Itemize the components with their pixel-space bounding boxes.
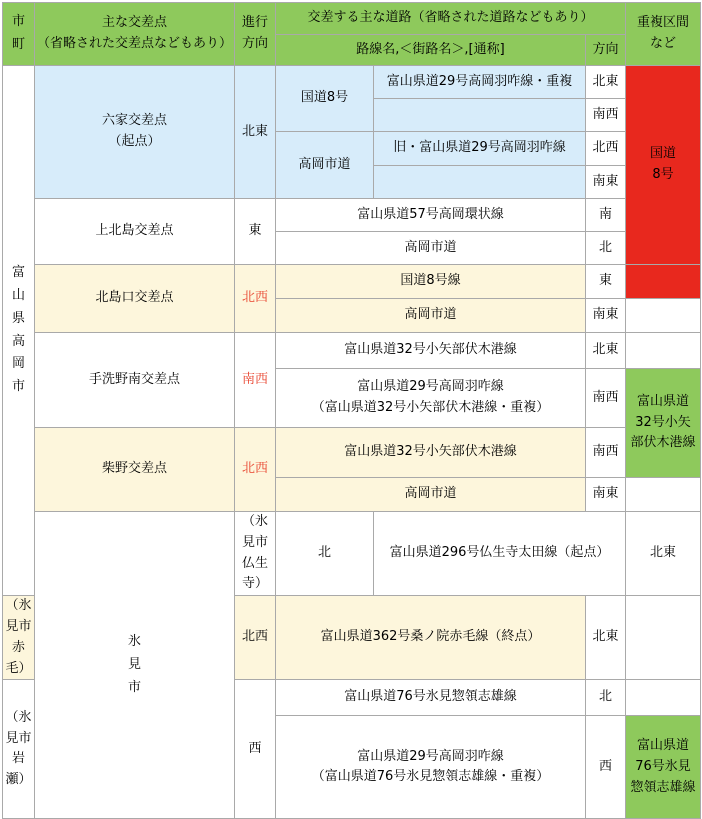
road-direction-cell: 北東: [626, 512, 701, 596]
header-overlap: 重複区間 など: [626, 3, 701, 66]
overlap-route32: 富山県道32号小矢部伏木港線: [626, 369, 701, 478]
overlap-empty: [626, 596, 701, 680]
overlap-empty: [626, 333, 701, 369]
overlap-empty: [626, 299, 701, 333]
direction-cell: 北: [276, 512, 374, 596]
road-name-cell: 旧・富山県道29号高岡羽咋線: [374, 132, 586, 166]
road-direction-cell: 南東: [586, 478, 626, 512]
overlap-empty: [626, 680, 701, 716]
overlap-empty: [626, 478, 701, 512]
header-road-direction: 方向: [586, 35, 626, 66]
direction-cell: 東: [235, 199, 276, 265]
road-direction-cell: 南西: [586, 369, 626, 428]
table-row: [3, 66, 701, 99]
table-row: [3, 512, 701, 596]
road-name-cell: 富山県道29号高岡羽咋線 （富山県道76号氷見惣領志雄線・重複）: [276, 716, 586, 819]
road-direction-cell: 南東: [586, 166, 626, 199]
intersection-rokke: 六家交差点 （起点）: [35, 66, 235, 199]
road-group-cell: 高岡市道: [276, 132, 374, 199]
table-row: [3, 333, 701, 369]
road-name-cell: 高岡市道: [276, 299, 586, 333]
road-direction-cell: 北東: [586, 66, 626, 99]
intersection-table: [2, 2, 701, 819]
road-name-cell: 富山県道29号高岡羽咋線 （富山県道32号小矢部伏木港線・重複）: [276, 369, 586, 428]
road-name-cell: 富山県道32号小矢部伏木港線: [276, 428, 586, 478]
road-name-cell: 国道8号線: [276, 265, 586, 299]
road-name-cell: 富山県道76号氷見惣領志雄線: [276, 680, 586, 716]
road-name-cell: [374, 166, 586, 199]
intersection-iwase: （氷見市岩瀬）: [3, 680, 35, 819]
road-direction-cell: 西: [586, 716, 626, 819]
overlap-route76: 富山県道76号氷見惣領志雄線: [626, 716, 701, 819]
road-name-cell: [374, 99, 586, 132]
road-direction-cell: 南: [586, 199, 626, 232]
direction-cell: 西: [235, 680, 276, 819]
road-group-cell: 国道8号: [276, 66, 374, 132]
direction-cell: 南西: [235, 333, 276, 428]
table-row: [3, 199, 701, 232]
road-direction-cell: 北: [586, 680, 626, 716]
intersection-tearainominami: 手洗野南交差点: [35, 333, 235, 428]
intersection-kitajimaguchi: 北島口交差点: [35, 265, 235, 333]
road-direction-cell: 北: [586, 232, 626, 265]
intersection-shibano: 柴野交差点: [35, 428, 235, 512]
road-name-cell: 富山県道57号高岡環状線: [276, 199, 586, 232]
road-direction-cell: 北西: [586, 132, 626, 166]
direction-cell: 北西: [235, 596, 276, 680]
header-road-name: 路線名,＜街路名＞,[通称]: [276, 35, 586, 66]
road-name-cell: 富山県道362号桑ノ院赤毛線（終点）: [276, 596, 586, 680]
intersection-busshoji: （氷見市仏生寺）: [235, 512, 276, 596]
header-intersection: 主な交差点 （省略された交差点などもあり）: [35, 3, 235, 66]
intersection-akage: （氷見市赤毛）: [3, 596, 35, 680]
city-himi: 氷見市: [35, 512, 235, 819]
road-name-cell: 富山県道296号仏生寺太田線（起点）: [374, 512, 626, 596]
road-name-cell: 富山県道29号高岡羽咋線・重複: [374, 66, 586, 99]
header-crossing-roads: 交差する主な道路（省略された道路などもあり）: [276, 3, 626, 35]
road-direction-cell: 南西: [586, 428, 626, 478]
overlap-route8-end: [626, 265, 701, 299]
road-name-cell: 高岡市道: [276, 232, 586, 265]
direction-cell: 北東: [235, 66, 276, 199]
road-direction-cell: 南東: [586, 299, 626, 333]
road-direction-cell: 南西: [586, 99, 626, 132]
header-row-1: [3, 3, 701, 35]
road-direction-cell: 北東: [586, 333, 626, 369]
road-name-cell: 高岡市道: [276, 478, 586, 512]
road-name-cell: 富山県道32号小矢部伏木港線: [276, 333, 586, 369]
overlap-route8: 国道8号: [626, 66, 701, 265]
direction-cell: 北西: [235, 428, 276, 512]
header-city: 市町: [3, 3, 35, 66]
intersection-kamikitajima: 上北島交差点: [35, 199, 235, 265]
direction-cell: 北西: [235, 265, 276, 333]
header-direction: 進行 方向: [235, 3, 276, 66]
table-row: [3, 265, 701, 299]
road-direction-cell: 東: [586, 265, 626, 299]
city-toyama-takaoka: 富山県高岡市: [3, 66, 35, 596]
table-row: [3, 428, 701, 478]
road-direction-cell: 北東: [586, 596, 626, 680]
